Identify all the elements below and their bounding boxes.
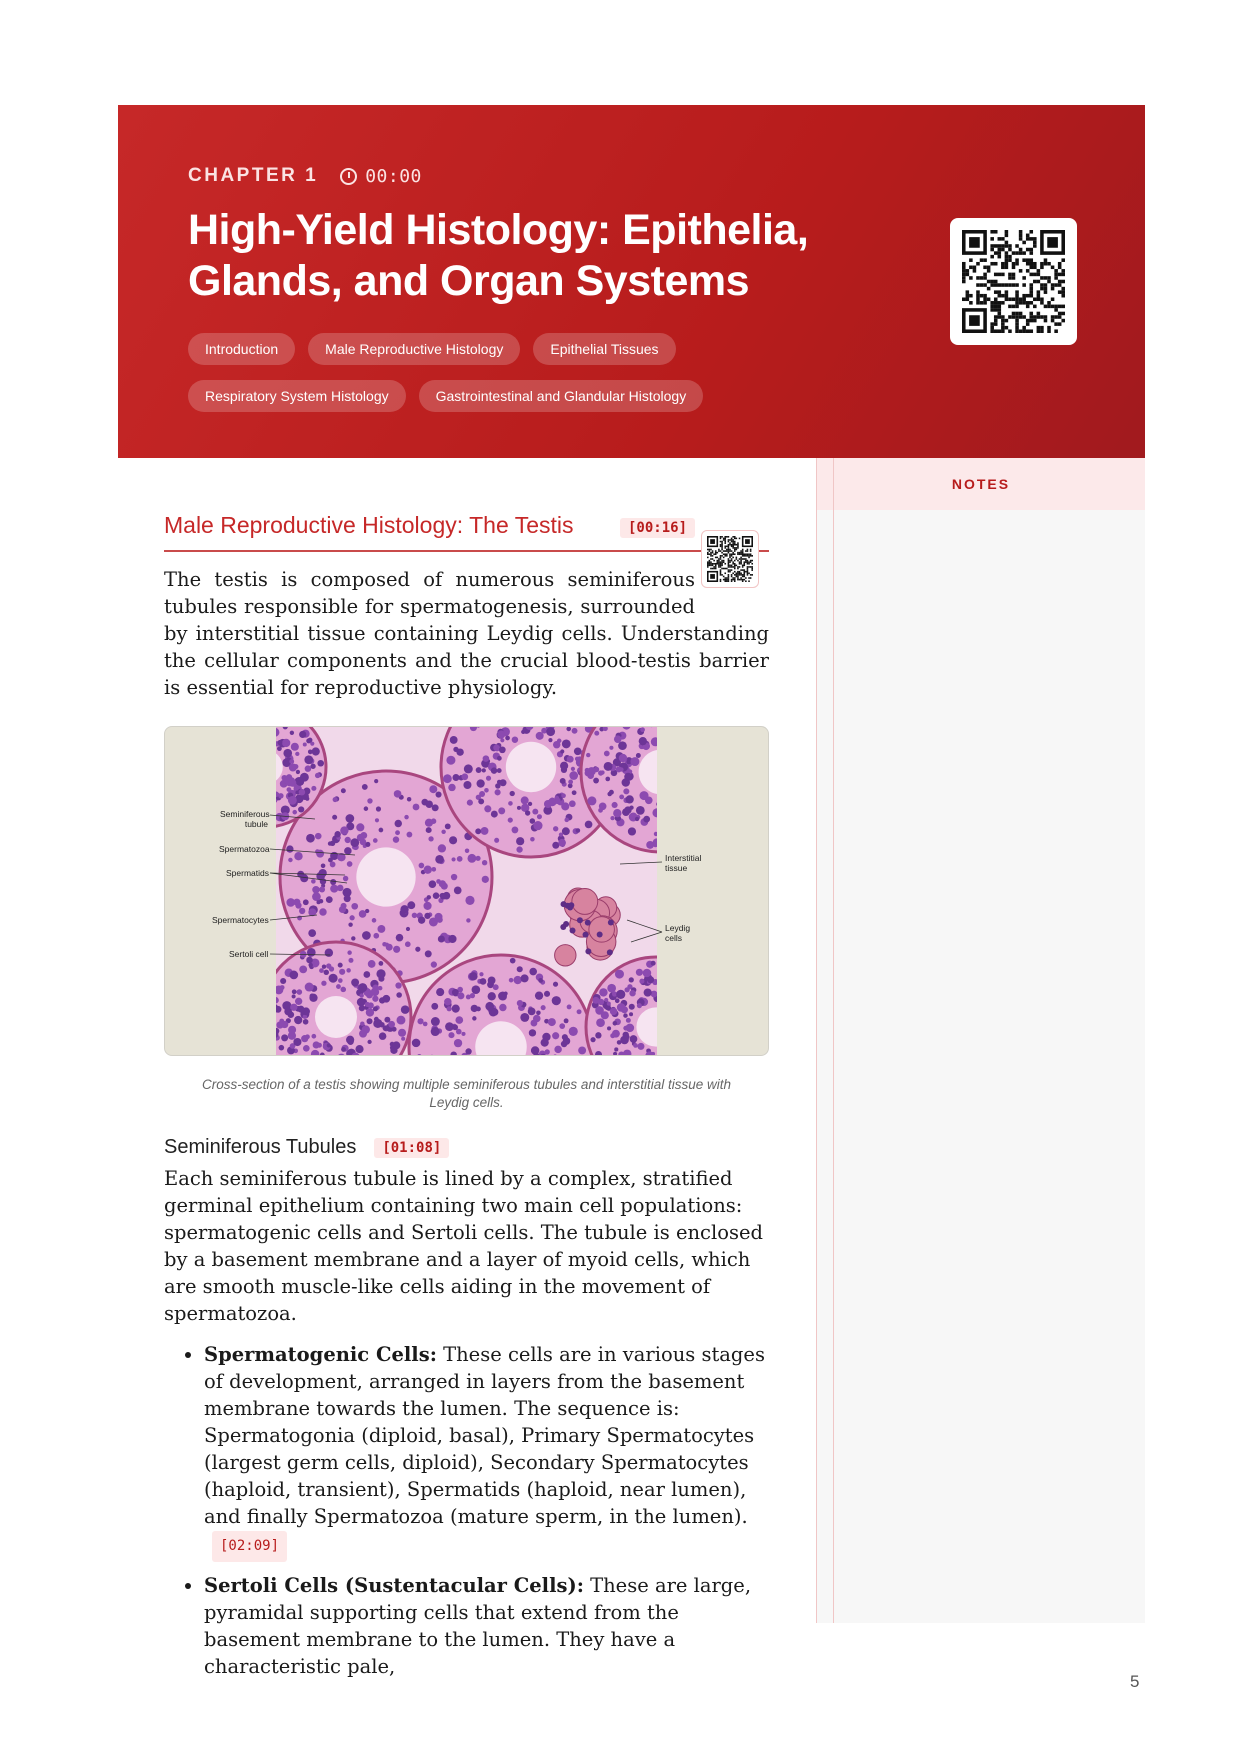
bullet-text: These are large, pyramidal supporting cells that extend from the basement membrane to the lumen. They have a characteristic pale, <box>204 1574 752 1678</box>
topic-tag[interactable]: Epithelial Tissues <box>533 333 675 365</box>
topic-tags-row-2 <box>188 380 703 412</box>
chapter-label: CHAPTER 1 <box>188 165 319 186</box>
label-spermatocytes: Spermatocytes <box>212 915 269 925</box>
histology-figure <box>164 726 769 1056</box>
label-interstitial-tissue: Interstitial tissue <box>665 853 702 873</box>
list-item <box>204 1572 769 1680</box>
chapter-title: High-Yield Histology: Epithelia, Glands, and Organ Systems <box>188 206 809 305</box>
bullet-term: Sertoli Cells (Sustentacular Cells): <box>204 1574 584 1597</box>
section-timestamp[interactable]: [00:16] <box>620 518 695 538</box>
chapter-timer[interactable] <box>340 166 422 187</box>
chapter-meta <box>188 165 422 187</box>
subsection-timestamp[interactable]: [01:08] <box>374 1138 449 1158</box>
label-sertoli-cell: Sertoli cell <box>229 949 269 959</box>
label-spermatids: Spermatids <box>226 868 269 878</box>
subsection-header <box>164 1136 769 1159</box>
chapter-header <box>118 105 1145 458</box>
timer-icon <box>340 168 357 185</box>
intro-paragraph: The testis is composed of numerous seminiferous tubules responsible for spermatogenesis, surrounded by interstitial tissue containing Leydig cells. Understanding the cellular components and the crucial blood-testis barrier is essential for reproductive physiology. <box>164 568 769 699</box>
page-number: 5 <box>1130 1672 1140 1691</box>
figure-caption: Cross-section of a testis showing multiple seminiferous tubules and interstitial tissue with Leydig cells. <box>202 1077 731 1110</box>
bullet-list <box>164 1341 769 1680</box>
subsection-title: Seminiferous Tubules <box>164 1136 357 1158</box>
figure-leader-lines <box>165 727 769 1056</box>
subsection-paragraph: Each seminiferous tubule is lined by a complex, stratified germinal epithelium containing two main cell populations: spermatogenic cells and Sertoli cells. The tubule is enclosed by a basement membrane and a layer of myoid cells, which are smooth muscle-like cells aiding in the movement of spermatozoa. <box>164 1167 763 1325</box>
timer-value: 00:00 <box>365 165 422 187</box>
bullet-timestamp[interactable]: [02:09] <box>212 1531 287 1562</box>
label-spermatozoa: Spermatozoa <box>219 844 270 854</box>
bullet-text: These cells are in various stages of development, arranged in layers from the basement membrane towards the lumen. The sequence is: Spermatogonia (diploid, basal), Primary Spermatocytes (largest germ cells, diploid), Secondary Spermatocytes (haploid, transient), Spermatids (haploid, near lumen), and finally Spermatozoa (mature sperm, in the lumen). <box>204 1343 765 1528</box>
label-leydig-cells: Leydig cells <box>665 923 691 943</box>
topic-tag[interactable]: Male Reproductive Histology <box>308 333 520 365</box>
topic-tag[interactable]: Gastrointestinal and Glandular Histology <box>419 380 704 412</box>
list-item <box>204 1341 769 1562</box>
section-title: Male Reproductive Histology: The Testis <box>164 512 574 538</box>
notes-panel[interactable] <box>816 458 1145 1623</box>
section-qr-code-icon[interactable] <box>701 530 759 588</box>
topic-tag[interactable]: Respiratory System Histology <box>188 380 406 412</box>
topic-tags-row-1 <box>188 333 676 365</box>
chapter-qr-code-icon[interactable] <box>950 218 1077 345</box>
topic-tag[interactable]: Introduction <box>188 333 295 365</box>
label-seminiferous-tubule: Seminiferous tubule <box>220 809 270 829</box>
main-content <box>164 500 769 1690</box>
notes-heading: NOTES <box>817 458 1145 510</box>
bullet-term: Spermatogenic Cells: <box>204 1343 437 1366</box>
section-header <box>164 500 769 552</box>
